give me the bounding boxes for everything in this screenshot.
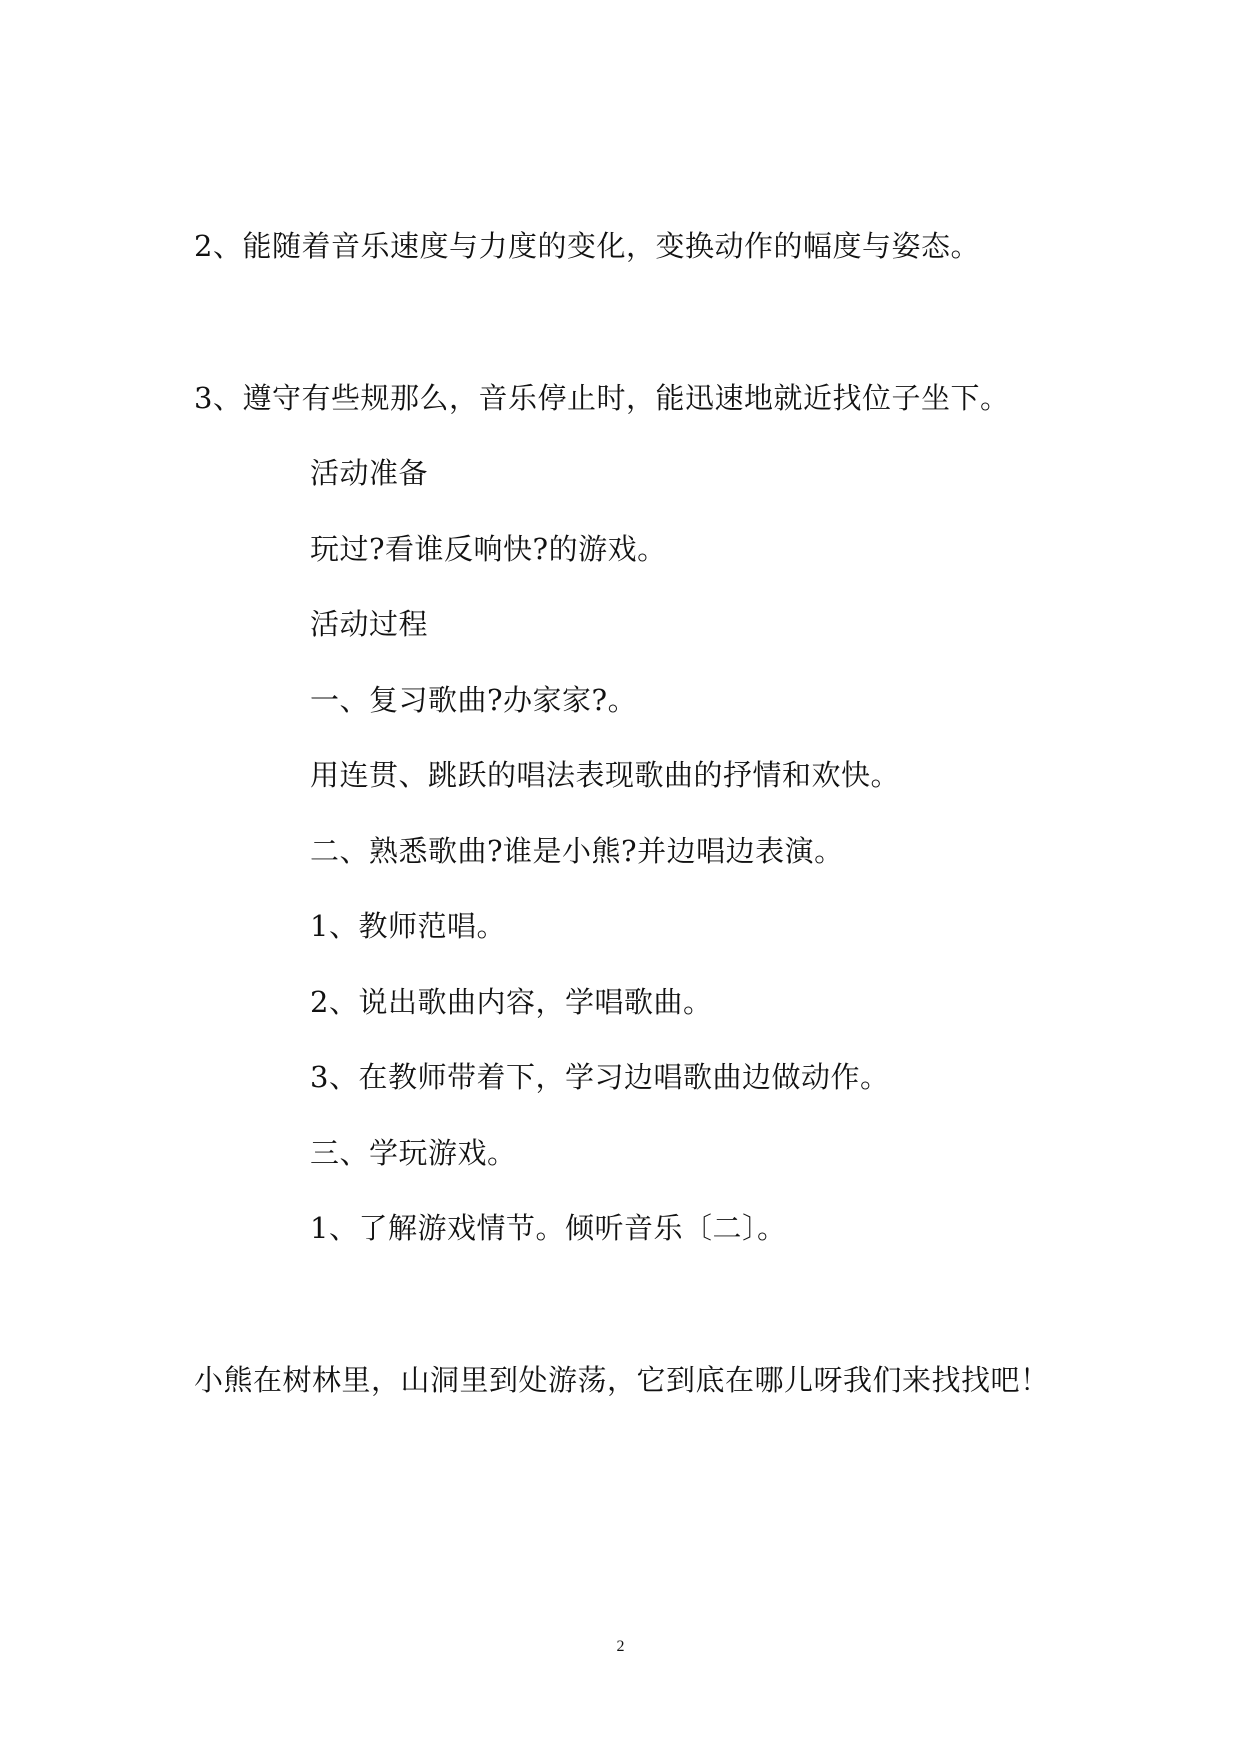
paragraph-step-2-1: 1、教师范唱。 bbox=[310, 909, 506, 943]
paragraph-step-1-detail: 用连贯、跳跃的唱法表现歌曲的抒情和欢快。 bbox=[310, 758, 901, 792]
paragraph-story: 小熊在树林里，山洞里到处游荡，它到底在哪儿呀我们来找找吧！ bbox=[194, 1363, 1050, 1397]
paragraph-preparation: 玩过?看谁反响快?的游戏。 bbox=[310, 532, 667, 566]
paragraph-step-2: 二、熟悉歌曲?谁是小熊?并边唱边表演。 bbox=[310, 834, 844, 868]
paragraph-step-2-2: 2、说出歌曲内容，学唱歌曲。 bbox=[310, 985, 713, 1019]
paragraph-step-2-3: 3、在教师带着下，学习边唱歌曲边做动作。 bbox=[310, 1060, 890, 1094]
paragraph-objective-3: 3、遵守有些规那么，音乐停止时，能迅速地就近找位子坐下。 bbox=[194, 381, 1010, 415]
heading-activity-preparation: 活动准备 bbox=[310, 456, 429, 490]
paragraph-objective-2: 2、能随着音乐速度与力度的变化，变换动作的幅度与姿态。 bbox=[194, 229, 980, 263]
paragraph-step-1: 一、复习歌曲?办家家?。 bbox=[310, 683, 638, 717]
page-number: 2 bbox=[616, 1638, 625, 1655]
heading-activity-process: 活动过程 bbox=[310, 607, 429, 641]
paragraph-step-3: 三、学玩游戏。 bbox=[310, 1136, 517, 1170]
paragraph-step-3-1: 1、了解游戏情节。倾听音乐〔二〕。 bbox=[310, 1211, 787, 1245]
